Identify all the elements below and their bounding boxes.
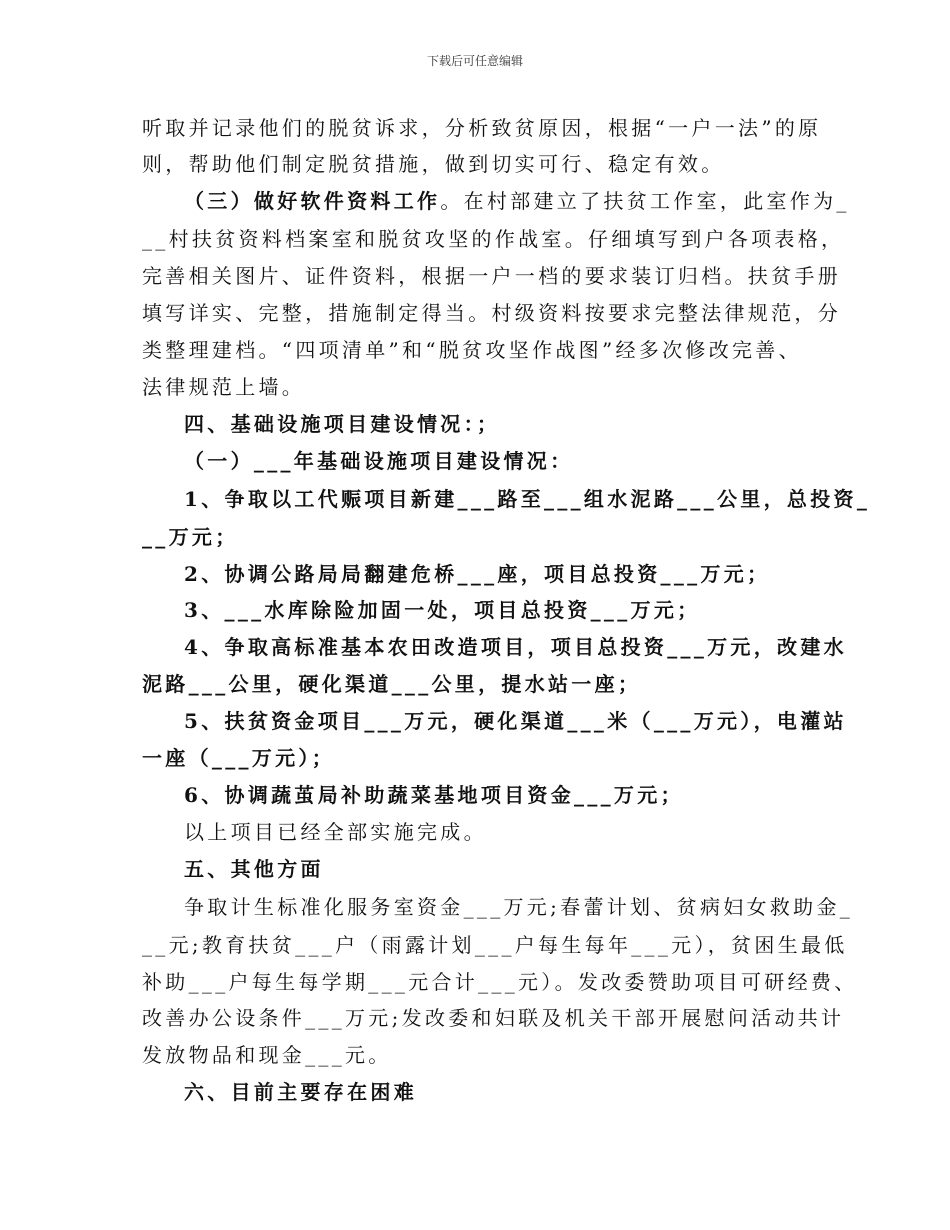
subsection-heading: （一）___年基础设施项目建设情况： [184, 449, 574, 473]
list-item: 5、扶贫资金项目___万元，硬化渠道___米（___万元），电灌站 [184, 709, 847, 733]
paragraph-line: __村扶贫资料档案室和脱贫攻坚的作战室。仔细填写到户各项表格， [142, 227, 845, 251]
paragraph-line: 完善相关图片、证件资料，根据一户一档的要求装订归档。扶贫手册 [142, 264, 841, 288]
paragraph-line: 改善办公设条件___万元;发改委和妇联及机关干部开展慰问活动共计 [142, 1006, 845, 1030]
list-item: 4、争取高标准基本农田改造项目，项目总投资___万元，改建水 [184, 635, 847, 659]
section-heading: 六、目前主要存在困难 [184, 1080, 417, 1104]
section-heading: 五、其他方面 [184, 857, 324, 881]
paragraph-text: 。在村部建立了扶贫工作室，此室作为_ [440, 189, 850, 213]
paragraph-line: 争取计生标准化服务室资金___万元;春蕾计划、贫病妇女救助金_ [184, 895, 854, 919]
list-item: 1、争取以工代赈项目新建___路至___组水泥路___公里，总投资_ [184, 487, 871, 511]
list-item-continuation: __万元； [142, 525, 239, 549]
list-item-continuation: 泥路___公里，硬化渠道___公里，提水站一座； [142, 672, 642, 696]
paragraph-line: 补助___户每生每学期___元合计___元）。发改委赞助项目可研经费、 [142, 970, 858, 994]
paragraph-line: 法律规范上墙。 [142, 375, 306, 399]
paragraph-line: 类整理建档。“四项清单”和“脱贫攻坚作战图”经多次修改完善、 [142, 338, 802, 362]
paragraph-line: 填写详实、完整，措施制定得当。村级资料按要求完整法律规范，分 [142, 301, 841, 325]
paragraph-line: 则，帮助他们制定脱贫措施，做到切实可行、稳定有效。 [142, 152, 725, 176]
list-item: 3、___水库除险加固一处，项目总投资___万元； [184, 598, 701, 622]
section-heading: 四、基础设施项目建设情况：； [184, 412, 501, 436]
paragraph-line: 发放物品和现金___元。 [142, 1043, 392, 1067]
paragraph-line: 听取并记录他们的脱贫诉求，分析致贫原因，根据“一户一法”的原 [142, 116, 822, 140]
paragraph-line: 以上项目已经全部实施完成。 [184, 820, 487, 844]
paragraph-line [184, 191, 850, 211]
section-heading-inline: （三）做好软件资料工作 [184, 189, 441, 213]
list-item: 2、协调公路局局翻建危桥___座，项目总投资___万元； [184, 562, 771, 586]
paragraph-line: __元;教育扶贫___户（雨露计划___户每生每年___元），贫困生最低 [142, 933, 848, 957]
page-header: 下载后可任意编辑 [426, 54, 523, 68]
list-item-continuation: 一座（___万元）； [142, 746, 335, 770]
list-item: 6、协调蔬茧局补助蔬菜基地项目资金___万元； [184, 783, 684, 807]
